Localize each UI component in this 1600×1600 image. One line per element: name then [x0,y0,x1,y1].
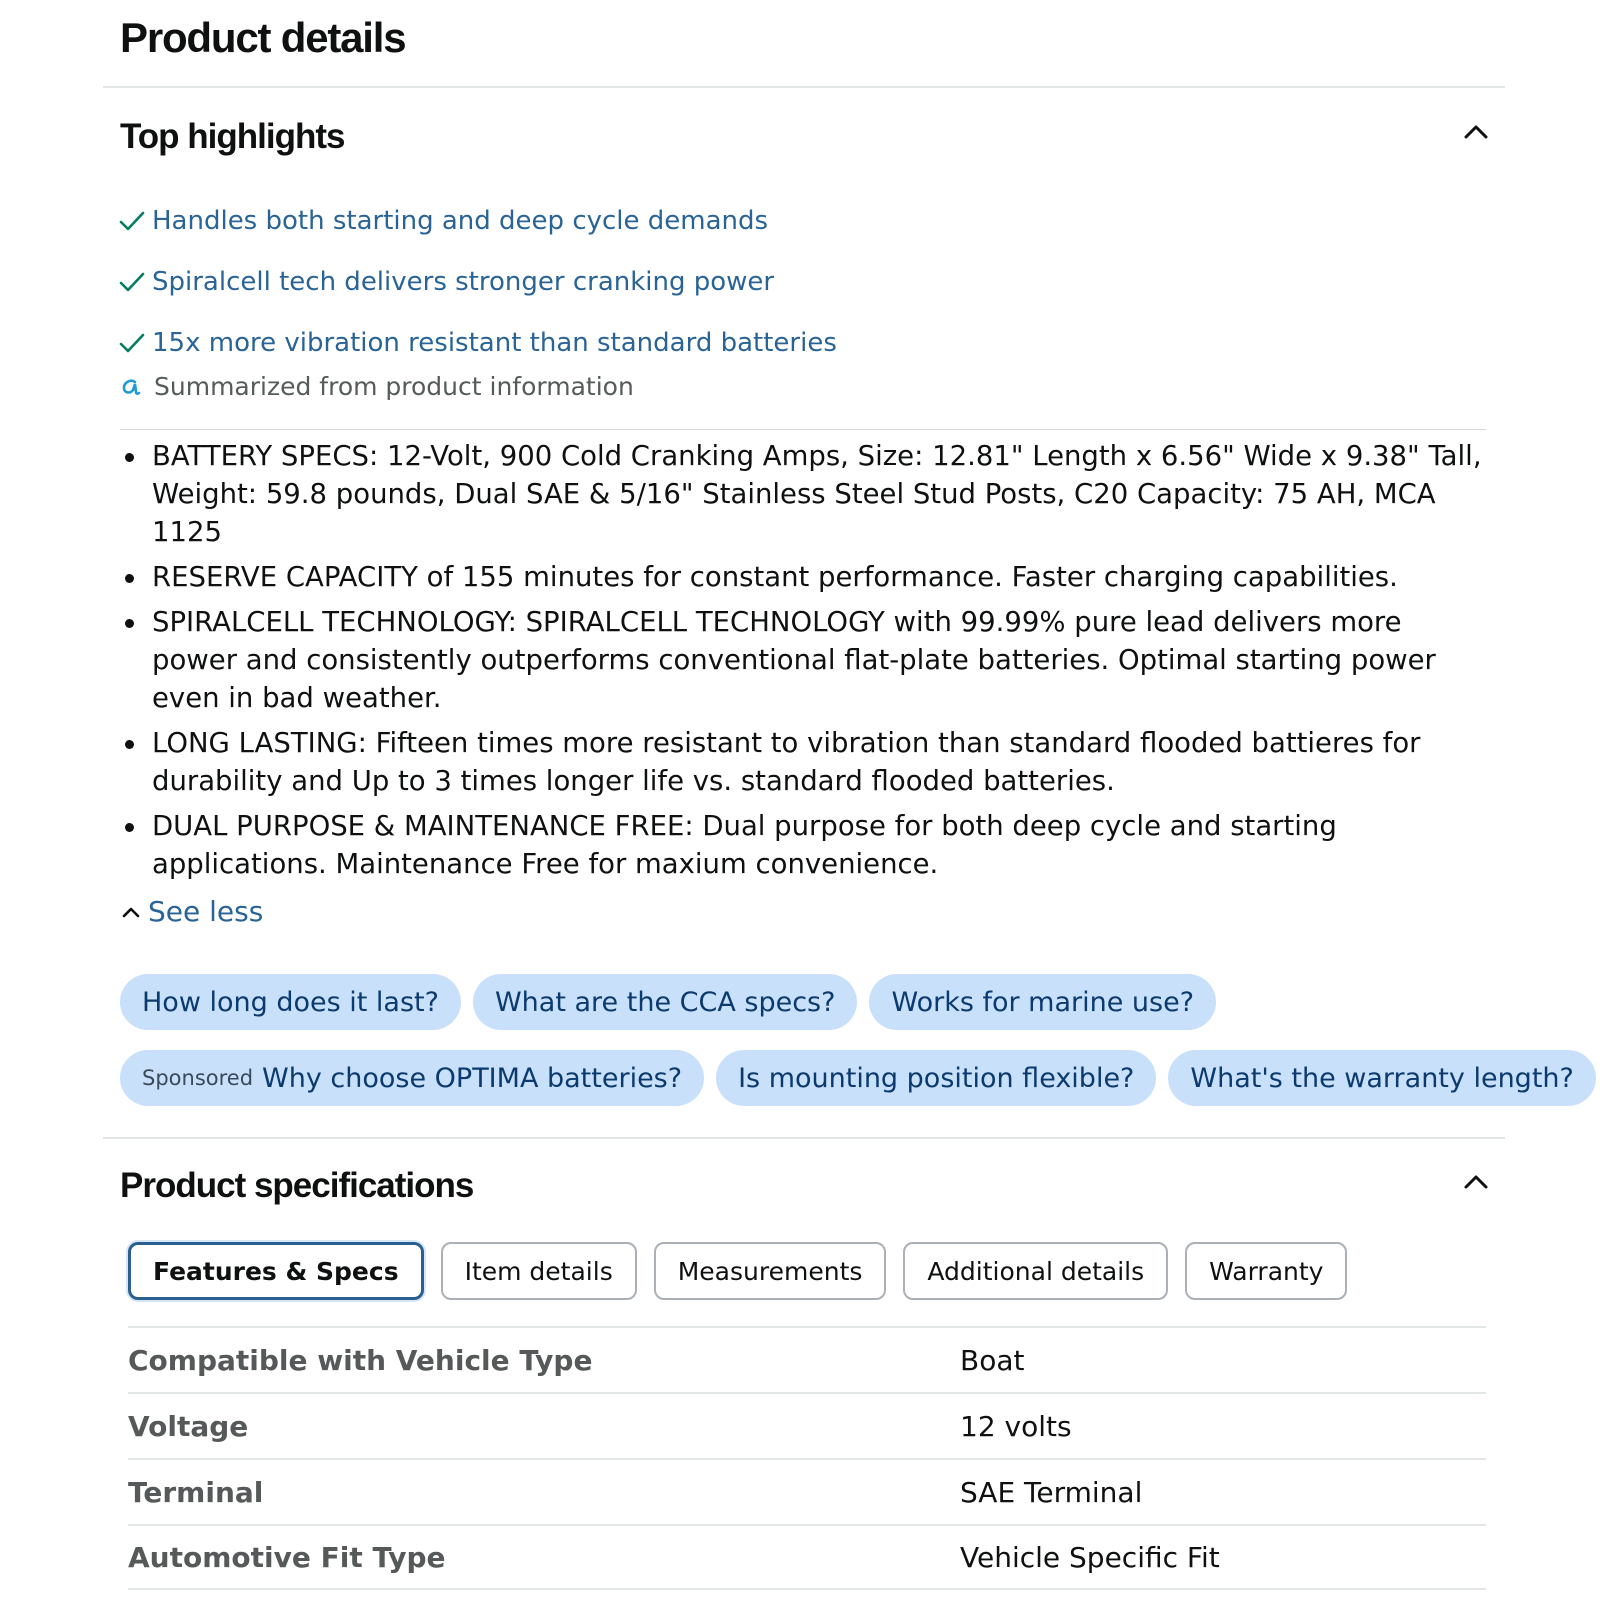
chevron-up-icon [1458,114,1494,150]
spec-label: Compatible with Vehicle Type [128,1343,593,1377]
see-less-label: See less [148,895,264,928]
top-highlights-title: Top highlights [120,117,345,156]
feature-bullet: SPIRALCELL TECHNOLOGY: SPIRALCELL TECHNOLOGY with 99.99% pure lead delivers more power and consistently outperforms conventional flat-plate batteries. Optimal starting power even in bad weather. [120,603,1490,717]
ai-sparkle-icon [120,376,142,398]
tab-item-details[interactable]: Item details [441,1242,637,1300]
tab-additional-details[interactable]: Additional details [903,1242,1168,1300]
check-icon [118,207,146,235]
summary-text: Summarized from product information [154,372,634,401]
question-chip[interactable]: Works for marine use? [869,974,1216,1030]
spec-table [128,1326,1486,1590]
tab-warranty[interactable]: Warranty [1185,1242,1347,1300]
feature-bullets [120,437,1490,890]
divider [103,86,1505,88]
spec-tabs [128,1242,1347,1300]
feature-bullet: DUAL PURPOSE & MAINTENANCE FREE: Dual purpose for both deep cycle and starting applications. Maintenance Free for maxium convenience. [120,807,1490,883]
question-chips-row [120,974,1216,1030]
sponsored-question-chip[interactable] [120,1050,704,1106]
page-title: Product details [120,14,406,61]
highlight-item [118,312,837,373]
feature-bullet: LONG LASTING: Fifteen times more resistant to vibration than standard flooded battieres for durability and Up to 3 times longer life vs. standard flooded batteries. [120,724,1490,800]
top-highlights-collapse-button[interactable] [1458,114,1494,150]
product-specifications-collapse-button[interactable] [1458,1164,1494,1200]
product-specifications-title: Product specifications [120,1166,474,1205]
see-less-link[interactable] [120,895,263,928]
spec-value: Vehicle Specific Fit [960,1540,1220,1574]
spec-value: SAE Terminal [960,1475,1143,1509]
highlight-text: Handles both starting and deep cycle demands [152,205,769,236]
spec-row [128,1458,1486,1524]
feature-bullet: RESERVE CAPACITY of 155 minutes for constant performance. Faster charging capabilities. [120,558,1490,596]
check-icon [118,268,146,296]
spec-label: Terminal [128,1475,264,1509]
sponsored-label: Sponsored [142,1066,254,1090]
question-chip[interactable]: What's the warranty length? [1168,1050,1595,1106]
highlight-text: Spiralcell tech delivers stronger cranking power [152,266,775,297]
highlight-item [118,190,837,251]
spec-label: Voltage [128,1409,249,1443]
feature-bullet: BATTERY SPECS: 12-Volt, 900 Cold Cranking Amps, Size: 12.81" Length x 6.56" Wide x 9.38" Tall, Weight: 59.8 pounds, Dual SAE & 5/16" Stainless Steel Stud Posts, C20 Capacity: 75 AH, MCA 1125 [120,437,1490,551]
spec-value: 12 volts [960,1409,1072,1443]
tab-measurements[interactable]: Measurements [654,1242,887,1300]
ai-summary-note [120,372,634,401]
spec-value: Boat [960,1343,1025,1377]
divider [103,1137,1505,1139]
chevron-up-icon [120,901,142,923]
question-chip[interactable]: Is mounting position flexible? [716,1050,1156,1106]
highlight-text: 15x more vibration resistant than standard batteries [152,327,837,358]
highlights-list [118,190,837,373]
check-icon [118,329,146,357]
question-chip[interactable]: What are the CCA specs? [473,974,857,1030]
spec-row [128,1326,1486,1392]
divider [120,429,1486,430]
question-chip[interactable]: How long does it last? [120,974,461,1030]
chevron-up-icon [1458,1164,1494,1200]
spec-row [128,1524,1486,1590]
spec-row [128,1392,1486,1458]
highlight-item [118,251,837,312]
sponsored-question-text: Why choose OPTIMA batteries? [262,1062,683,1094]
spec-label: Automotive Fit Type [128,1540,446,1574]
question-chips-row [120,1050,1574,1106]
tab-features-specs[interactable]: Features & Specs [128,1242,424,1300]
